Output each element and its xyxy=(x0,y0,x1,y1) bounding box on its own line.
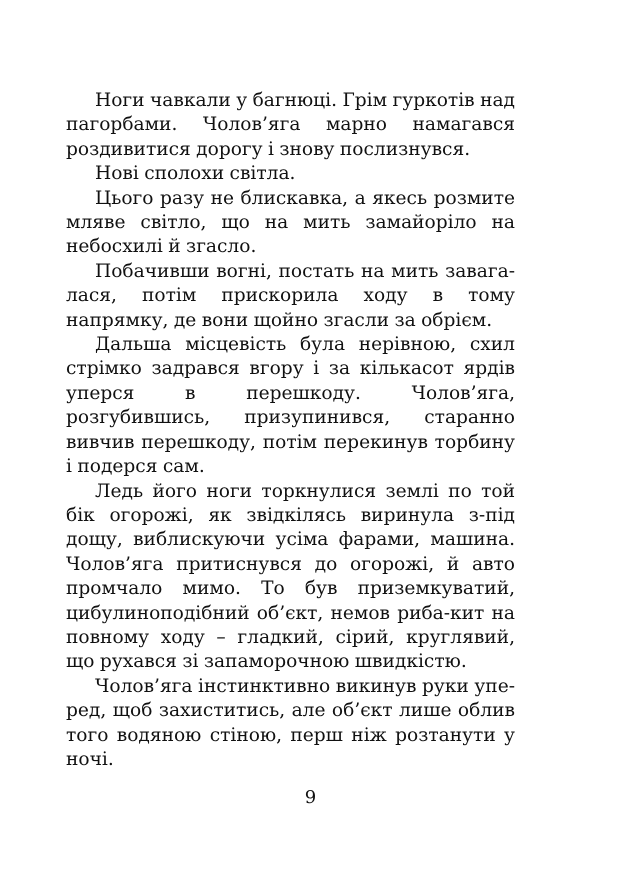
paragraph-7: Чолов’яга інстинктивно викинув руки уперед, щоб захиститись, але об’єкт лише облив того водяною стіною, перш ніж розтанути у ночі. xyxy=(66,675,515,770)
paragraph-2: Нові сполохи світла. xyxy=(95,163,296,185)
page-number: 9 xyxy=(304,787,317,808)
paragraph-1: Ноги чавкали у багнюці. Грім гуркотів над пагорбами. Чолов’яга марно намагався роздивитися дорогу і знову послизнувся. xyxy=(66,90,515,160)
paragraph-5: Дальша місцевість була нерівною, схил стрімко задрався вгору і за кількасот ярдів уперся в перешкоду. Чолов’яга, розгубившись, призупинився, старанно вивчив перешкоду, потім перекинув торбину і подерся сам. xyxy=(66,334,515,478)
paragraph-4: Побачивши вогні, постать на мить завагалася, потім прискорила ходу в тому напрямку, де вони щойно згасли за обрієм. xyxy=(66,260,515,331)
body-text xyxy=(66,89,515,772)
paragraph-3: Цього разу не блискавка, а якесь розмите мляве світло, що на мить замайоріло на небосхилі й згасло. xyxy=(66,187,515,258)
paragraph-6: Ледь його ноги торкнулися землі по той бік огорожі, як звідкілясь виринула з-під дощу, виблискуючи усіма фарами, машина. Чолов’яга притиснувся до огорожі, й авто промчало мимо. То був приземкуватий, цибулиноподібний об’єкт, немов риба-кит на повному ходу – гладкий, сірий, круглявий, що рухався зі запаморочною швидкістю. xyxy=(66,480,515,673)
